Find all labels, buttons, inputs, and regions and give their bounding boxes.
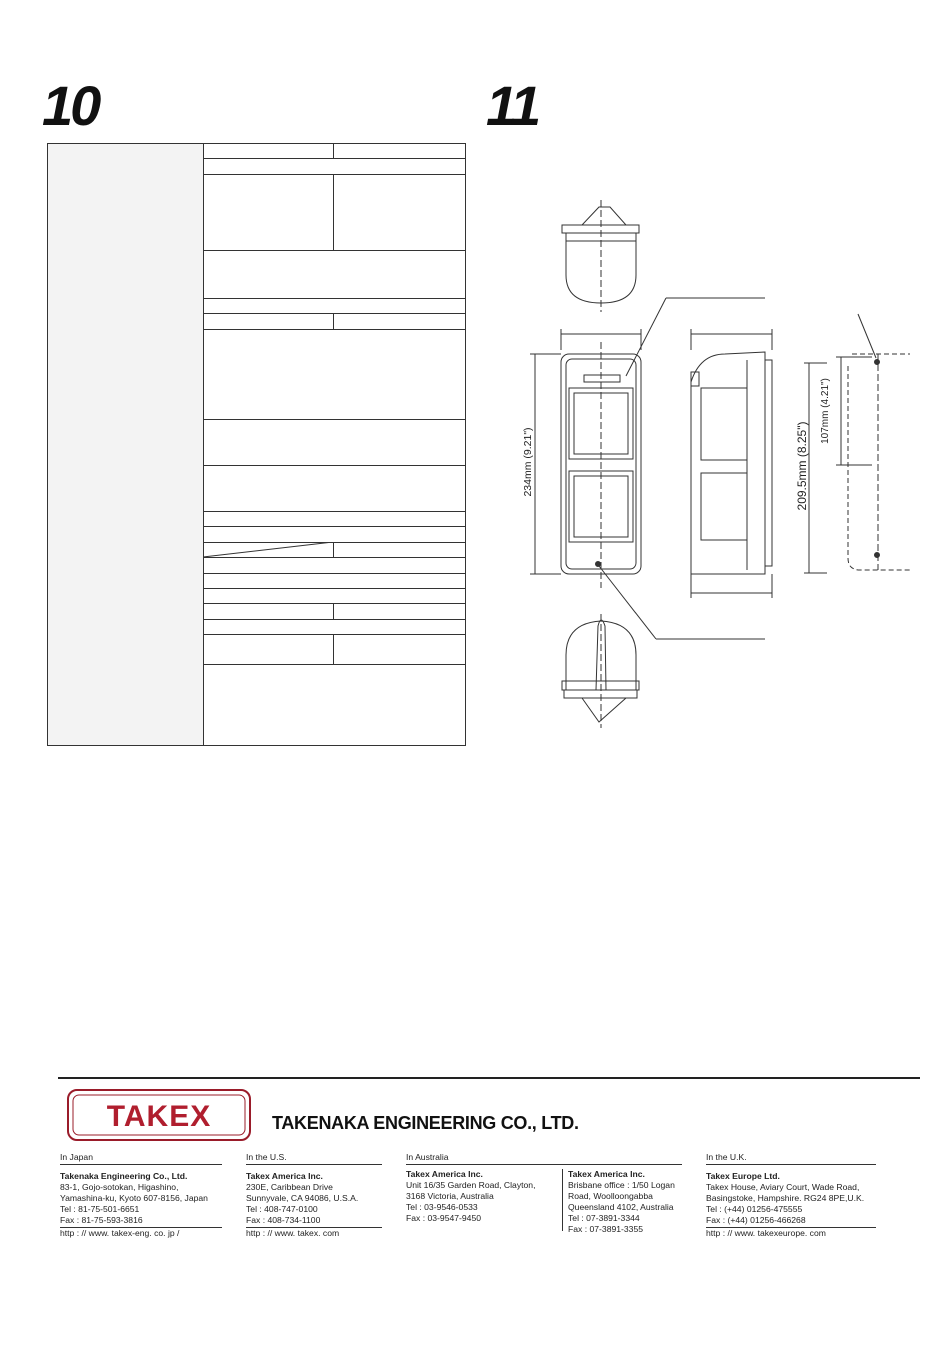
office-region: In the U.K.	[706, 1152, 876, 1165]
office-region: In the U.S.	[246, 1152, 382, 1165]
table-row	[48, 511, 465, 527]
office-address: 3168 Victoria, Australia	[406, 1191, 494, 1201]
office-address: Road, Woolloongabba	[568, 1191, 653, 1201]
table-row	[48, 542, 465, 558]
office-tel: Tel : 03-9546-0533	[406, 1202, 478, 1212]
bracket-view	[836, 314, 910, 570]
table-row	[48, 526, 465, 543]
office-fax: Fax : 03-9547-9450	[406, 1213, 482, 1223]
office-address: Takex House, Aviary Court, Wade Road,	[706, 1182, 860, 1192]
company-name: TAKENAKA ENGINEERING CO., LTD.	[272, 1113, 579, 1133]
office-company: Takex Europe Ltd.	[706, 1171, 780, 1181]
table-row	[48, 465, 465, 512]
office-fax: Fax : 81-75-593-3816	[60, 1215, 143, 1225]
office-us	[246, 1152, 382, 1239]
table-row	[48, 298, 465, 314]
specification-table	[47, 143, 466, 746]
office-uk	[706, 1152, 876, 1239]
table-row	[48, 419, 465, 466]
office-tel: Tel : (+44) 01256-475555	[706, 1204, 803, 1214]
table-row	[48, 313, 465, 330]
table-row	[48, 557, 465, 574]
office-australia-clayton	[406, 1163, 554, 1224]
office-address: Queensland 4102, Australia	[568, 1202, 674, 1212]
table-row	[48, 329, 465, 420]
table-row	[48, 619, 465, 635]
office-fax: Fax : (+44) 01256-466268	[706, 1215, 806, 1225]
office-divider	[562, 1169, 563, 1231]
section-number-11: 11	[486, 74, 539, 137]
office-tel: Tel : 07-3891-3344	[568, 1213, 640, 1223]
office-address: Unit 16/35 Garden Road, Clayton,	[406, 1180, 536, 1190]
dim-label-bracket: 107mm (4.21")	[820, 378, 831, 444]
office-tel: Tel : 408-747-0100	[246, 1204, 318, 1214]
office-url[interactable]: http : // www. takex-eng. co. jp /	[60, 1227, 222, 1239]
top-view	[562, 200, 639, 312]
office-japan	[60, 1152, 222, 1239]
dimension-drawing	[500, 190, 920, 750]
table-row	[48, 158, 465, 175]
section-number-10: 10	[42, 74, 99, 137]
table-row	[48, 634, 465, 665]
office-address: 83-1, Gojo-sotokan, Higashino,	[60, 1182, 179, 1192]
office-address: Basingstoke, Hampshire. RG24 8PE,U.K.	[706, 1193, 865, 1203]
office-fax: Fax : 07-3891-3355	[568, 1224, 644, 1234]
dim-label-side-height: 209.5mm (8.25")	[795, 421, 809, 511]
office-address: Yamashina-ku, Kyoto 607-8156, Japan	[60, 1193, 208, 1203]
office-url[interactable]: http : // www. takex. com	[246, 1227, 382, 1239]
logo-text: TAKEX	[106, 1100, 212, 1133]
office-address: 230E, Caribbean Drive	[246, 1182, 333, 1192]
footer-divider	[58, 1077, 920, 1079]
table-row	[48, 664, 465, 745]
table-row	[48, 573, 465, 589]
table-row	[48, 250, 465, 299]
diagonal-cell-line	[203, 542, 334, 557]
office-address: Brisbane office : 1/50 Logan	[568, 1180, 675, 1190]
bottom-view	[562, 614, 639, 728]
office-australia-brisbane	[568, 1163, 686, 1235]
office-address: Sunnyvale, CA 94086, U.S.A.	[246, 1193, 359, 1203]
office-company: Takex America Inc.	[568, 1169, 645, 1179]
dim-label-total-height: 234mm (9.21")	[522, 427, 534, 497]
takex-logo	[66, 1088, 254, 1144]
office-region: In Japan	[60, 1152, 222, 1165]
office-tel: Tel : 81-75-501-6651	[60, 1204, 140, 1214]
table-row	[48, 588, 465, 604]
office-region: In Australia	[406, 1152, 682, 1165]
table-row	[48, 144, 465, 159]
office-company: Takex America Inc.	[246, 1171, 323, 1181]
table-row	[48, 174, 465, 251]
office-url[interactable]: http : // www. takexeurope. com	[706, 1227, 876, 1239]
front-view	[530, 298, 765, 639]
office-company: Takenaka Engineering Co., Ltd.	[60, 1171, 188, 1181]
office-fax: Fax : 408-734-1100	[246, 1215, 321, 1225]
table-row	[48, 603, 465, 620]
office-company: Takex America Inc.	[406, 1169, 483, 1179]
